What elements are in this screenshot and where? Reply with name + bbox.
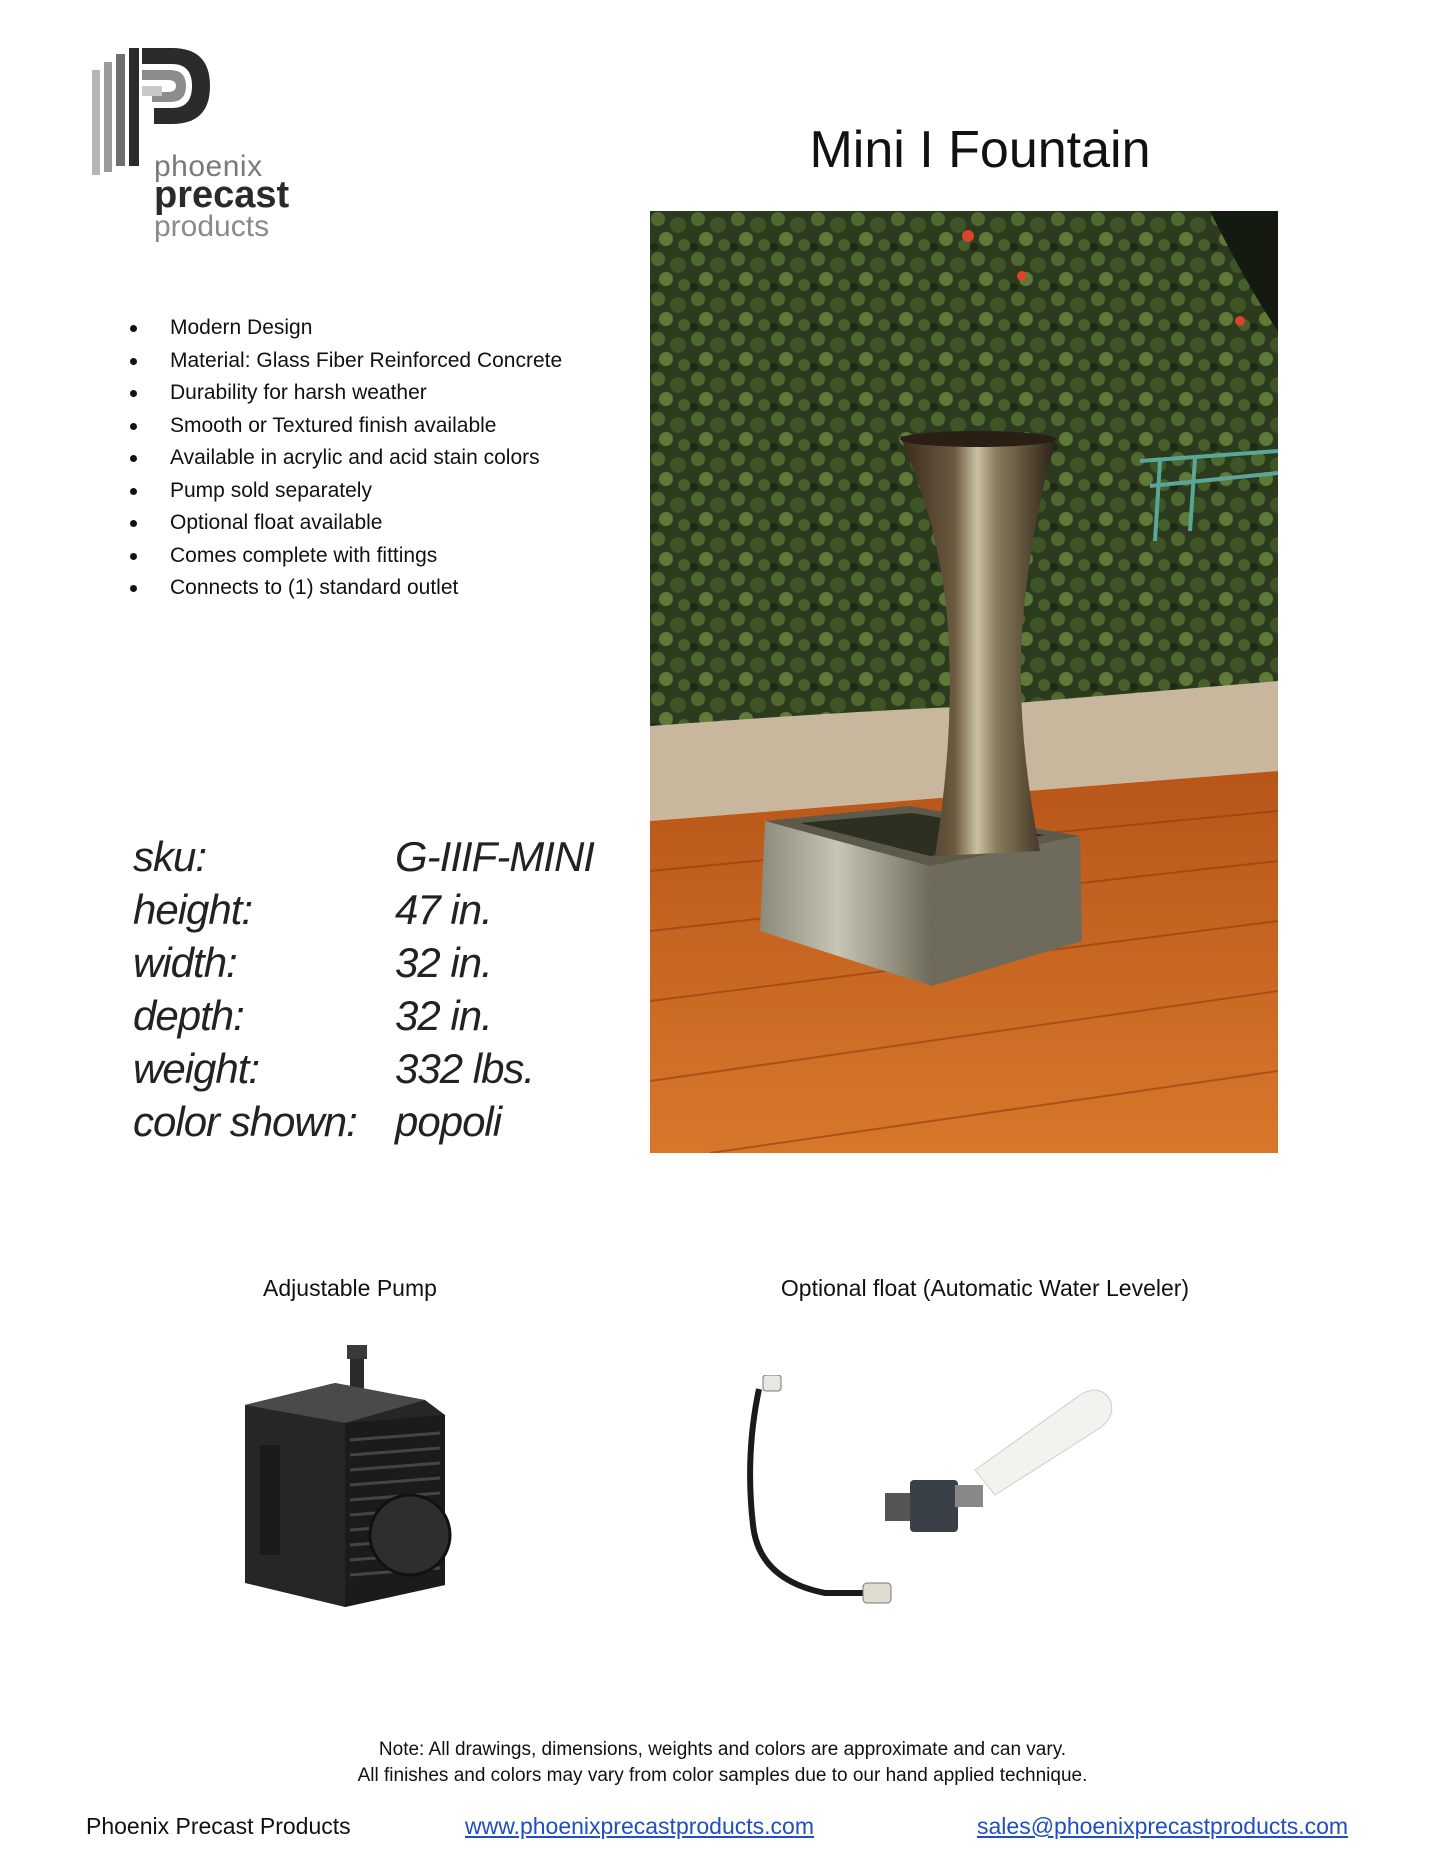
feature-item: Connects to (1) standard outlet bbox=[122, 572, 562, 605]
float-title: Optional float (Automatic Water Leveler) bbox=[780, 1275, 1190, 1301]
disclaimer-note bbox=[0, 1737, 1445, 1789]
float-valve-icon bbox=[745, 1375, 1155, 1610]
feature-item: Modern Design bbox=[122, 312, 562, 345]
page-title: Mini I Fountain bbox=[809, 121, 1151, 179]
logo-word-products: products bbox=[154, 210, 270, 243]
feature-item: Available in acrylic and acid stain colors bbox=[122, 442, 562, 475]
spec-label: depth: bbox=[133, 992, 244, 1039]
bullet-icon bbox=[130, 423, 137, 430]
spec-label: width: bbox=[133, 939, 237, 986]
footer-company-name: Phoenix Precast Products bbox=[86, 1813, 351, 1839]
company-logo bbox=[92, 48, 302, 243]
spec-value: G-IIIF-MINI bbox=[395, 833, 594, 880]
feature-item: Optional float available bbox=[122, 507, 562, 540]
note-line-2: All finishes and colors may vary from color samples due to our hand applied technique. bbox=[357, 1765, 1088, 1786]
bullet-icon bbox=[130, 488, 137, 495]
note-line-1: Note: All drawings, dimensions, weights and colors are approximate and can vary. bbox=[378, 1739, 1067, 1760]
bullet-icon bbox=[130, 390, 137, 397]
feature-item: Durability for harsh weather bbox=[122, 377, 562, 410]
fountain-photo bbox=[650, 211, 1278, 1153]
pump-icon bbox=[225, 1345, 485, 1615]
pump-title: Adjustable Pump bbox=[263, 1275, 437, 1301]
website-link[interactable]: www.phoenixprecastproducts.com bbox=[465, 1813, 814, 1839]
bullet-icon bbox=[130, 358, 137, 365]
fountain-illustration bbox=[650, 211, 1278, 1153]
feature-item: Material: Glass Fiber Reinforced Concrete bbox=[122, 345, 562, 378]
pump-image bbox=[225, 1345, 485, 1615]
float-valve-image bbox=[745, 1375, 1155, 1610]
logo-word-phoenix: phoenix bbox=[154, 150, 263, 183]
spec-value: popoli bbox=[395, 1098, 502, 1145]
spec-value: 47 in. bbox=[395, 886, 492, 933]
feature-item: Pump sold separately bbox=[122, 475, 562, 508]
bullet-icon bbox=[130, 455, 137, 462]
bullet-icon bbox=[130, 585, 137, 592]
bullet-icon bbox=[130, 553, 137, 560]
feature-item: Smooth or Textured finish available bbox=[122, 410, 562, 443]
spec-label: sku: bbox=[133, 833, 207, 880]
spec-value: 32 in. bbox=[395, 992, 492, 1039]
feature-item: Comes complete with fittings bbox=[122, 540, 562, 573]
feature-list bbox=[122, 312, 562, 605]
spec-label: color shown: bbox=[133, 1098, 357, 1145]
logo-word-precast: precast bbox=[154, 174, 290, 216]
bullet-icon bbox=[130, 325, 137, 332]
spec-value: 32 in. bbox=[395, 939, 492, 986]
email-link[interactable]: sales@phoenixprecastproducts.com bbox=[977, 1813, 1349, 1839]
spec-label: weight: bbox=[133, 1045, 260, 1092]
bullet-icon bbox=[130, 520, 137, 527]
spec-value: 332 lbs. bbox=[395, 1045, 535, 1092]
spec-label: height: bbox=[133, 886, 253, 933]
